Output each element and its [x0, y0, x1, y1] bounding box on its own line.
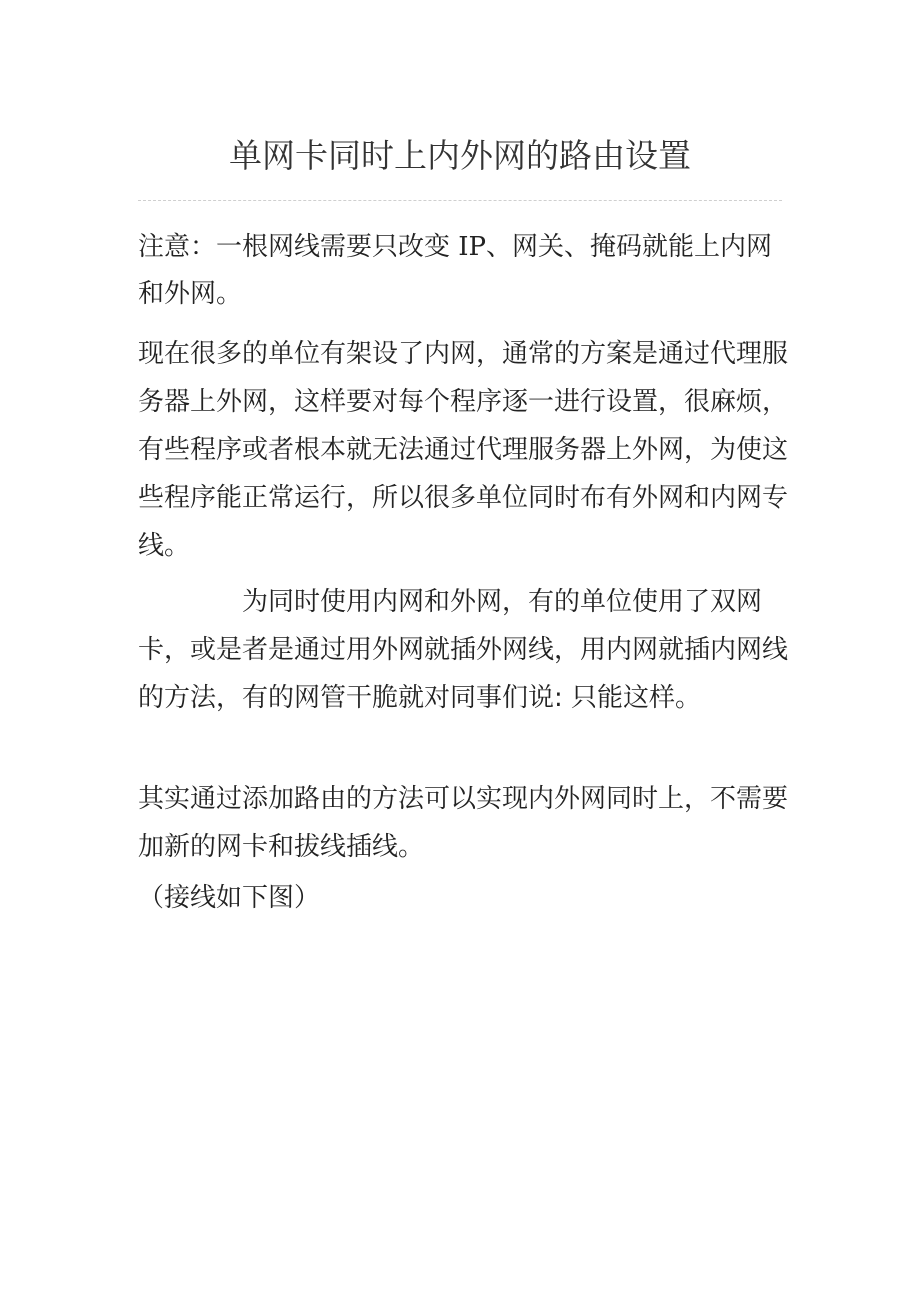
- body-paragraph-2: 为同时使用内网和外网，有的单位使用了双网卡，或是者是通过用外网就插外网线，用内网就插内网线的方法，有的网管干脆就对同事们说: 只能这样。: [138, 587, 789, 713]
- body-paragraph-4: （接线如下图）: [138, 883, 321, 913]
- note-paragraph: 注意：一根网线需要只改变 IP、网关、掩码就能上内网和外网。: [138, 232, 773, 309]
- body-paragraph-1: 现在很多的单位有架设了内网，通常的方案是通过代理服务器上外网，这样要对每个程序逐一进行设置，很麻烦，有些程序或者根本就无法通过代理服务器上外网，为使这些程序能正常运行，所以很多单位同时布有外网和内网专线。: [138, 339, 789, 561]
- title-divider: [138, 200, 782, 201]
- page-title: 单网卡同时上内外网的路由设置: [229, 136, 691, 175]
- body-paragraph-3: 其实通过添加路由的方法可以实现内外网同时上，不需要加新的网卡和拔线插线。: [138, 784, 789, 862]
